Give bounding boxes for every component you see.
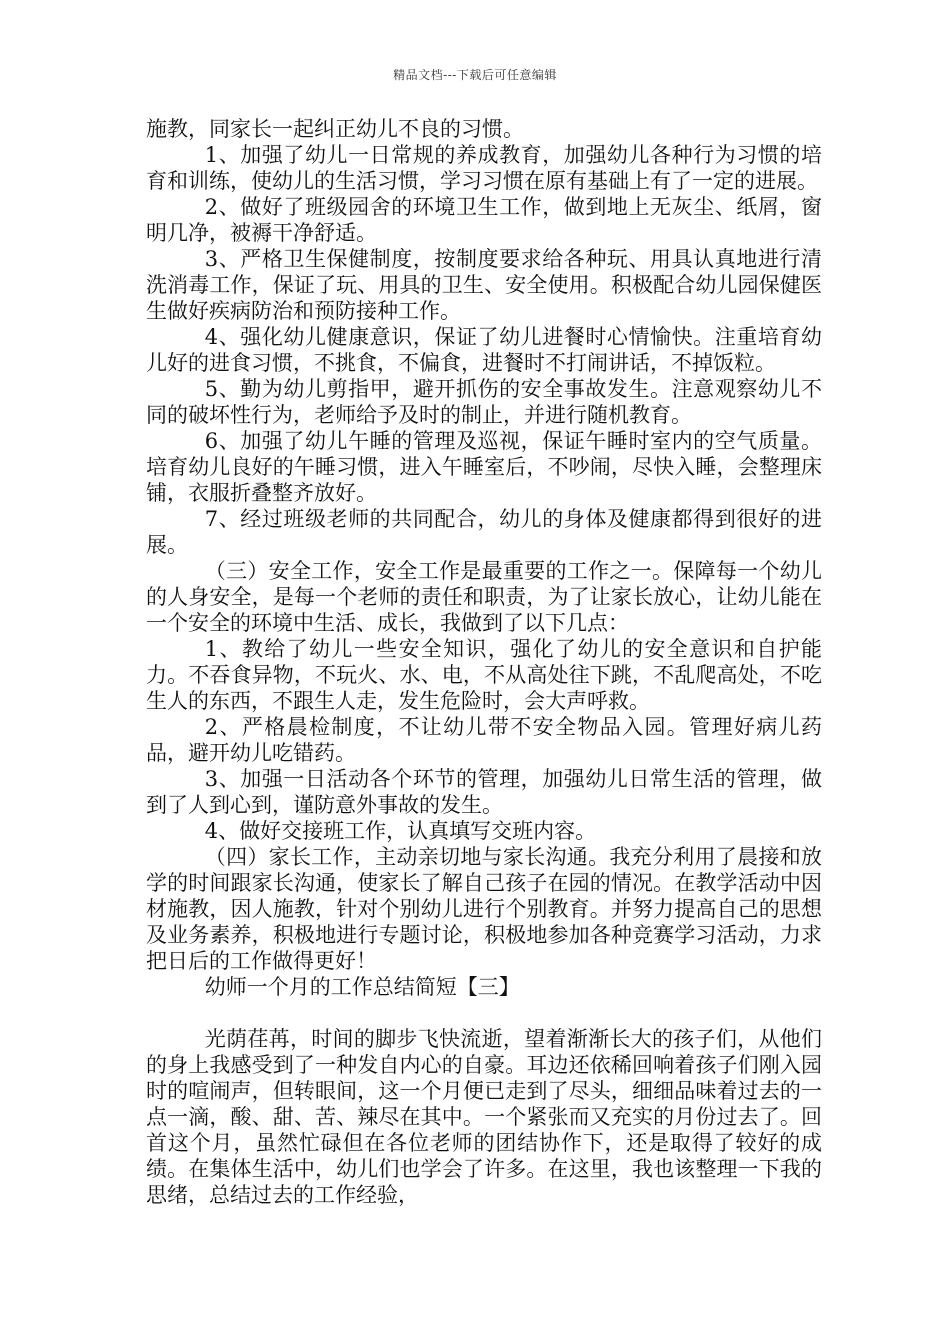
paragraph-item-7: 7、经过班级老师的共同配合，幼儿的身体及健康都得到很好的进展。	[146, 507, 822, 557]
paragraph-item-4: 4、强化幼儿健康意识，保证了幼儿进餐时心情愉快。注重培育幼儿好的进食习惯，不挑食，不偏食，进餐时不打闹讲话，不掉饭粒。	[146, 325, 822, 375]
section-heading: 幼师一个月的工作总结简短【三】	[204, 975, 520, 999]
document-body	[146, 116, 822, 1208]
page-header-watermark: 精品文档---下载后可任意编辑	[393, 68, 557, 82]
paragraph-safety-item-1: 1、教给了幼儿一些安全知识，强化了幼儿的安全意识和自护能力。不吞食异物，不玩火、水、电，不从高处往下跳，不乱爬高处，不吃生人的东西，不跟生人走，发生危险时，会大声呼救。	[146, 637, 822, 713]
paragraph-continuation: 施教，同家长一起纠正幼儿不良的习惯。	[146, 117, 524, 141]
paragraph-item-2: 2、做好了班级园舍的环境卫生工作，做到地上无灰尘、纸屑，窗明几净，被褥干净舒适。	[146, 195, 822, 245]
paragraph-closing: 光荫荏苒，时间的脚步飞快流逝，望着渐渐长大的孩子们，从他们的身上我感受到了一种发自内心的自豪。耳边还依稀回响着孩子们刚入园时的喧闹声，但转眼间，这一个月便已走到了尽头，细细品味着过去的一点一滴，酸、甜、苦、辣尽在其中。一个紧张而又充实的月份过去了。回首这个月，虽然忙碌但在各位老师的团结协作下，还是取得了较好的成绩。在集体生活中，幼儿们也学会了许多。在这里，我也该整理一下我的思绪，总结过去的工作经验，	[146, 1027, 822, 1207]
paragraph-safety-item-4: 4、做好交接班工作，认真填写交班内容。	[204, 819, 597, 843]
paragraph-parent-work: （四）家长工作，主动亲切地与家长沟通。我充分利用了晨接和放学的时间跟家长沟通，使家长了解自己孩子在园的情况。在教学活动中因材施教，因人施教，针对个别幼儿进行个别教育。并努力提高自己的思想及业务素养，积极地进行专题讨论，积极地参加各种竞赛学习活动，力求把日后的工作做得更好！	[146, 845, 822, 973]
paragraph-safety-item-3: 3、加强一日活动各个环节的管理，加强幼儿日常生活的管理，做到了人到心到，谨防意外事故的发生。	[146, 767, 822, 817]
blank-line	[146, 1000, 822, 1026]
paragraph-item-6: 6、加强了幼儿午睡的管理及巡视，保证午睡时室内的空气质量。培育幼儿良好的午睡习惯，进入午睡室后，不吵闹，尽快入睡，会整理床铺，衣服折叠整齐放好。	[146, 429, 822, 505]
paragraph-safety-work: （三）安全工作，安全工作是最重要的工作之一。保障每一个幼儿的人身安全，是每一个老师的责任和职责，为了让家长放心，让幼儿能在一个安全的环境中生活、成长，我做到了以下几点：	[146, 559, 822, 635]
paragraph-item-3: 3、严格卫生保健制度，按制度要求给各种玩、用具认真地进行清洗消毒工作，保证了玩、用具的卫生、安全使用。积极配合幼儿园保健医生做好疾病防治和预防接种工作。	[146, 247, 822, 323]
paragraph-safety-item-2: 2、严格晨检制度，不让幼儿带不安全物品入园。管理好病儿药品，避开幼儿吃错药。	[146, 715, 822, 765]
paragraph-item-1: 1、加强了幼儿一日常规的养成教育，加强幼儿各种行为习惯的培育和训练，使幼儿的生活习惯，学习习惯在原有基础上有了一定的进展。	[146, 143, 822, 193]
paragraph-item-5: 5、勤为幼儿剪指甲，避开抓伤的安全事故发生。注意观察幼儿不同的破坏性行为，老师给予及时的制止，并进行随机教育。	[146, 377, 822, 427]
